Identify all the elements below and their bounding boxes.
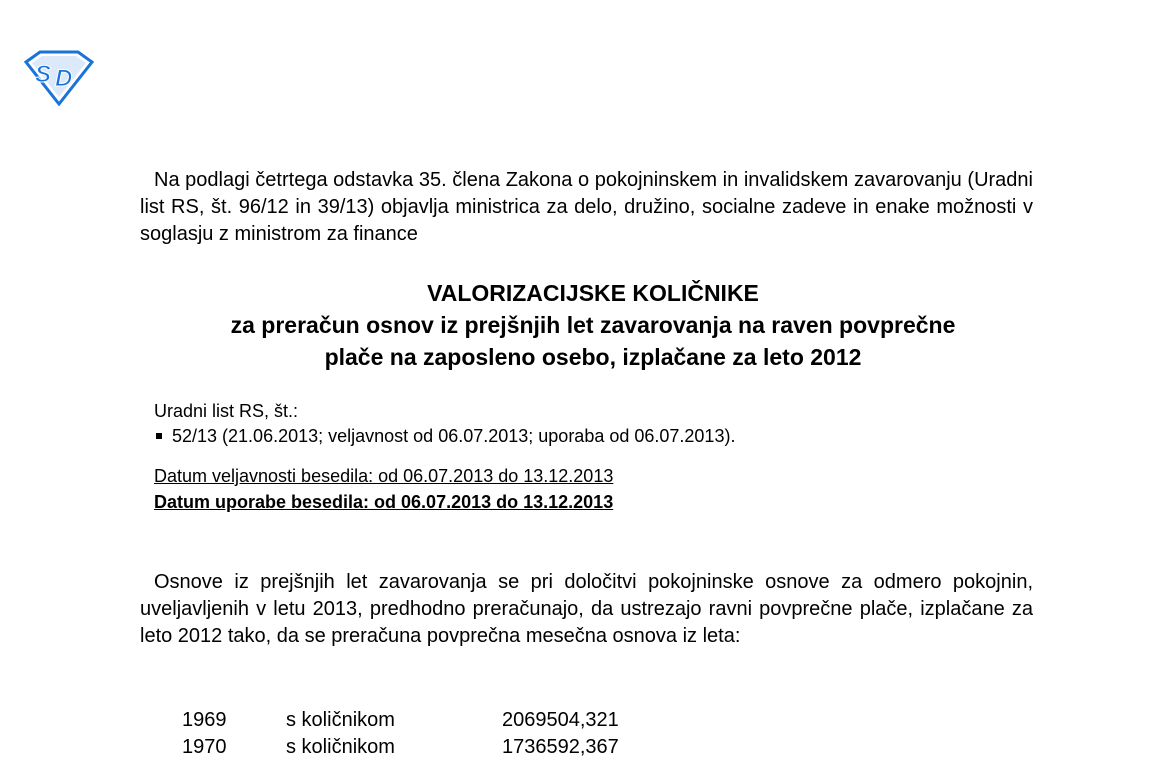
title-line-3: plače na zaposleno osebo, izplačane za leto 2012	[324, 344, 862, 370]
validity-dates	[154, 463, 613, 515]
gazette-entry	[154, 424, 735, 449]
intro-paragraph: Na podlagi četrtega odstavka 35. člena Zakona o pokojninskem in invalidskem zavarovanju (Uradni list RS, št. 96/12 in 39/13) objavlja ministrica za delo, družino, socialne zadeve in enake možnosti v soglasju z ministrom za finance	[140, 169, 1033, 245]
coefficient-table	[182, 707, 619, 761]
row-year: 1970	[182, 736, 227, 758]
gazette-reference	[154, 399, 735, 449]
svg-text:S: S	[35, 61, 52, 88]
title-line-2: za preračun osnov iz prejšnjih let zavarovanja na raven povprečne	[230, 312, 956, 338]
row-label: s količnikom	[286, 736, 395, 758]
title-line-1: VALORIZACIJSKE KOLIČNIKE	[427, 280, 759, 306]
validity-date: Datum veljavnosti besedila: od 06.07.2013 do 13.12.2013	[154, 466, 614, 486]
document-title	[140, 277, 1046, 373]
gazette-entry-text: 52/13 (21.06.2013; veljavnost od 06.07.2013; uporaba od 06.07.2013).	[172, 426, 736, 446]
bullet-icon	[156, 433, 162, 439]
gazette-label: Uradni list RS, št.:	[154, 401, 299, 421]
table-row	[182, 734, 619, 761]
row-year: 1969	[182, 709, 227, 731]
svg-text:D: D	[55, 65, 73, 92]
application-date: Datum uporabe besedila: od 06.07.2013 do 13.12.2013	[154, 492, 614, 512]
row-value: 1736592,367	[502, 736, 619, 758]
row-value: 2069504,321	[502, 709, 619, 731]
row-label: s količnikom	[286, 709, 395, 731]
body-paragraph: Osnove iz prejšnjih let zavarovanja se pri določitvi pokojninske osnove za odmero pokojnin, uveljavljenih v letu 2013, predhodno preračunajo, da ustrezajo ravni povprečne plače, izplačane za leto 2012 tako, da se preračuna povprečna mesečna osnova iz leta:	[140, 571, 1033, 647]
table-row	[182, 707, 619, 734]
sd-shield-logo-icon	[22, 50, 96, 106]
